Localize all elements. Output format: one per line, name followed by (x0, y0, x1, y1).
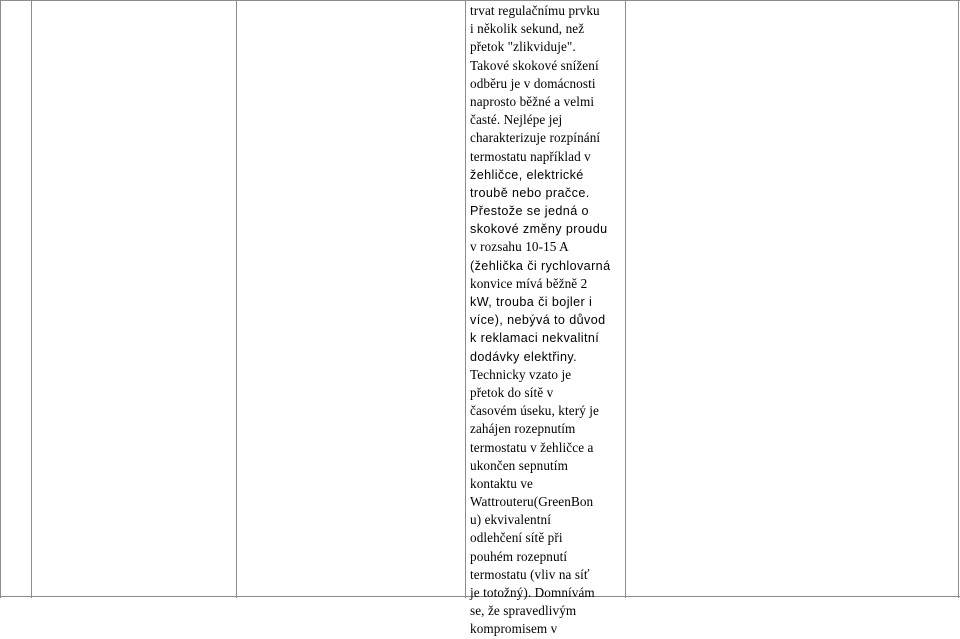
cell-text-line: Přestože se jedná o (470, 204, 589, 219)
cell-text-line: odlehčení sítě při (470, 530, 563, 546)
cell-text-line: se, že spravedlivým (470, 603, 577, 619)
cell-text-line: (žehlička či rychlovarná (470, 258, 611, 273)
column-divider-2 (236, 0, 237, 598)
table-border-right (958, 0, 959, 598)
cell-text-line: zahájen rozepnutím (470, 421, 576, 437)
cell-text-line: přetok do sítě v (470, 384, 554, 400)
cell-text-line: přetok "zlikviduje". (470, 39, 576, 55)
cell-text-line: termostatu například v (470, 148, 591, 164)
cell-text-line: trvat regulačnímu prvku (470, 3, 600, 18)
column-divider-4 (625, 0, 626, 598)
column-divider-1 (31, 0, 32, 598)
cell-text-line: kontaktu ve (470, 475, 533, 491)
cell-text-line: Wattrouteru(GreenBon (470, 494, 594, 510)
table-cell-text (470, 2, 622, 639)
cell-text-line: Technicky vzato je (470, 366, 572, 382)
cell-text-line: Takové skokové snížení (470, 57, 599, 73)
cell-text-line: kW, trouba či bojler i (470, 295, 593, 309)
cell-text-line: charakterizuje rozpínání (470, 130, 601, 146)
cell-text-line: ukončen sepnutím (470, 457, 568, 473)
cell-text-line: troubě nebo pračce. (470, 185, 590, 200)
cell-text-line: naprosto běžné a velmi (470, 93, 595, 109)
cell-text-line: pouhém rozepnutí (470, 548, 568, 564)
cell-text-line: termostatu (vliv na síť (470, 566, 590, 582)
table-border-top (0, 0, 960, 1)
cell-text-line: odběru je v domácnosti (470, 75, 596, 91)
cell-text-line: kompromisem v (470, 621, 558, 637)
cell-text-line: k reklamaci nekvalitní (470, 331, 600, 346)
cell-text-line: žehličce, elektrické (470, 167, 584, 182)
column-divider-3 (465, 0, 466, 598)
cell-text-line: skokové změny proudu (470, 222, 608, 237)
cell-text-line: je totožný). Domnívám (470, 585, 595, 600)
table-border-left (0, 0, 1, 598)
cell-text-line: více), nebývá to důvod (470, 313, 606, 328)
cell-text-line: časté. Nejlépe jej (470, 112, 563, 128)
cell-text-line: časovém úseku, který je (470, 403, 600, 419)
cell-text-line: i několik sekund, než (470, 21, 585, 37)
cell-text-line: u) ekvivalentní (470, 512, 551, 528)
cell-text-line: v rozsahu 10-15 A (470, 239, 569, 255)
cell-text-line: termostatu v žehličce a (470, 439, 594, 455)
cell-text-line: dodávky elektřiny. (470, 349, 578, 364)
cell-text-line: konvice mívá běžně 2 (470, 275, 588, 291)
